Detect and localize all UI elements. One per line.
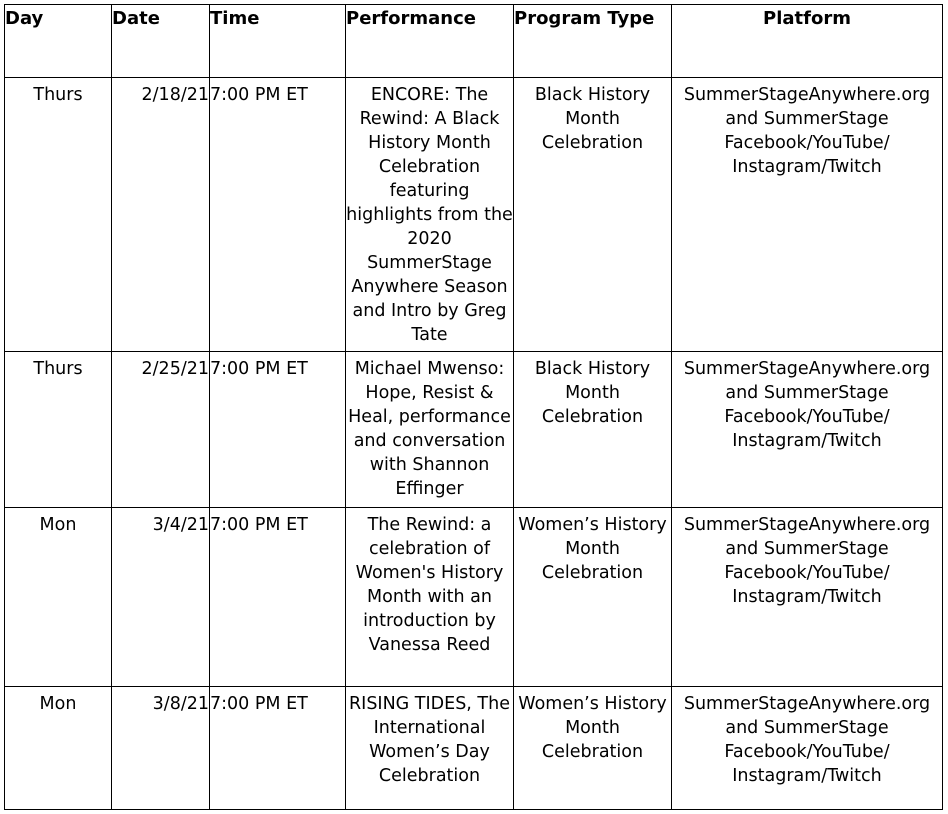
cell-day: Thurs xyxy=(5,78,112,352)
cell-program-type: Black History Month Celebration xyxy=(514,78,672,352)
cell-platform: SummerStageAnywhere.org and SummerStage Facebook/YouTube/ Instagram/Twitch xyxy=(672,508,943,687)
cell-program-type: Women’s History Month Celebration xyxy=(514,687,672,810)
cell-performance: The Rewind: a celebration of Women's History Month with an introduction by Vanessa Reed xyxy=(346,508,514,687)
cell-date: 3/4/21 xyxy=(112,508,210,687)
cell-date: 3/8/21 xyxy=(112,687,210,810)
cell-platform: SummerStageAnywhere.org and SummerStage Facebook/YouTube/ Instagram/Twitch xyxy=(672,78,943,352)
table-row xyxy=(5,352,943,508)
table-body xyxy=(5,78,943,810)
table-row xyxy=(5,78,943,352)
cell-date: 2/18/21 xyxy=(112,78,210,352)
schedule-table xyxy=(4,4,943,810)
table-row xyxy=(5,687,943,810)
cell-date: 2/25/21 xyxy=(112,352,210,508)
cell-program-type: Black History Month Celebration xyxy=(514,352,672,508)
header-program-type: Program Type xyxy=(514,5,672,78)
cell-performance: Michael Mwenso: Hope, Resist & Heal, performance and conversation with Shannon Effinger xyxy=(346,352,514,508)
cell-time: 7:00 PM ET xyxy=(210,78,346,352)
cell-program-type: Women’s History Month Celebration xyxy=(514,508,672,687)
header-date: Date xyxy=(112,5,210,78)
header-row xyxy=(5,5,943,78)
cell-platform: SummerStageAnywhere.org and SummerStage Facebook/YouTube/ Instagram/Twitch xyxy=(672,352,943,508)
cell-platform: SummerStageAnywhere.org and SummerStage Facebook/YouTube/ Instagram/Twitch xyxy=(672,687,943,810)
table-header xyxy=(5,5,943,78)
header-platform: Platform xyxy=(672,5,943,78)
cell-performance: ENCORE: The Rewind: A Black History Month Celebration featuring highlights from the 2020 SummerStage Anywhere Season and Intro by Greg Tate xyxy=(346,78,514,352)
cell-time: 7:00 PM ET xyxy=(210,352,346,508)
cell-time: 7:00 PM ET xyxy=(210,687,346,810)
cell-day: Mon xyxy=(5,508,112,687)
header-performance: Performance xyxy=(346,5,514,78)
cell-day: Mon xyxy=(5,687,112,810)
header-day: Day xyxy=(5,5,112,78)
table-row xyxy=(5,508,943,687)
cell-day: Thurs xyxy=(5,352,112,508)
cell-performance: RISING TIDES, The International Women’s Day Celebration xyxy=(346,687,514,810)
cell-time: 7:00 PM ET xyxy=(210,508,346,687)
header-time: Time xyxy=(210,5,346,78)
